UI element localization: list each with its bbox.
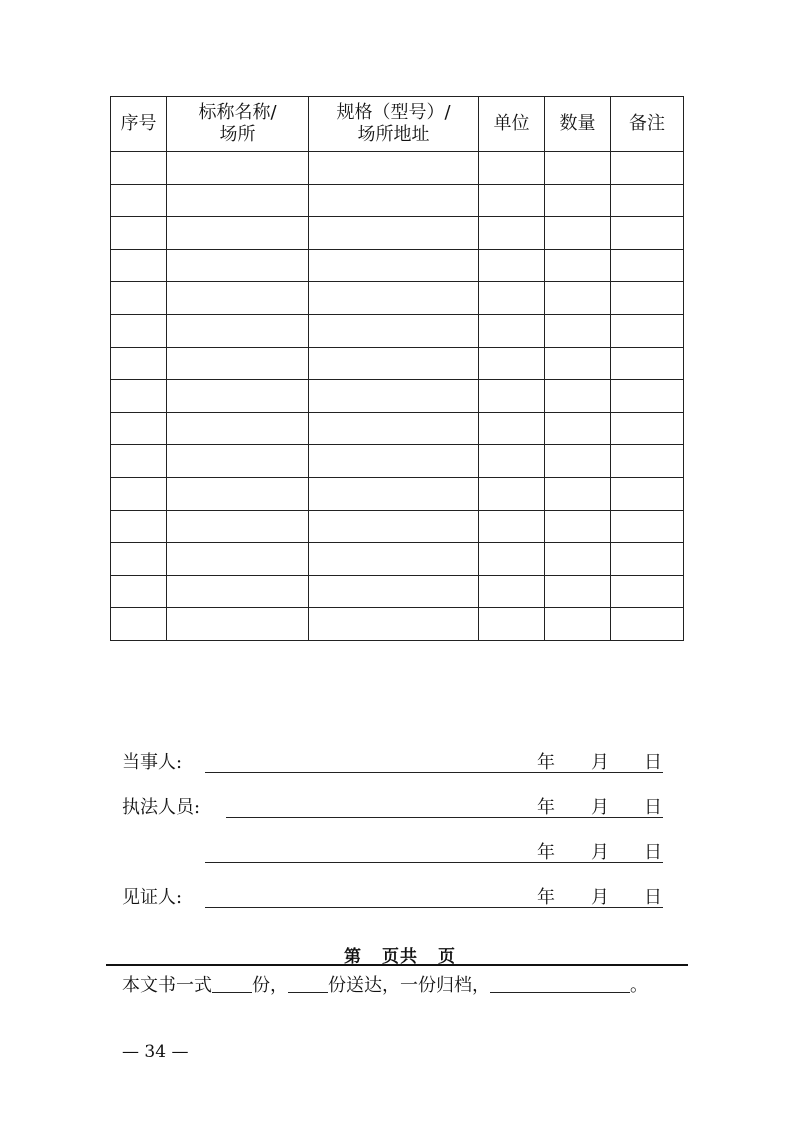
serial-cell[interactable]	[111, 543, 167, 576]
spec-cell[interactable]	[309, 152, 479, 185]
unit-cell[interactable]	[479, 314, 545, 347]
officer-month: 月	[591, 797, 609, 818]
table-row	[111, 314, 684, 347]
unit-cell[interactable]	[479, 412, 545, 445]
table-row	[111, 380, 684, 413]
table-row	[111, 608, 684, 641]
quantity-cell[interactable]	[545, 445, 611, 478]
quantity-cell[interactable]	[545, 314, 611, 347]
remarks-cell[interactable]	[611, 543, 684, 576]
officer2-day: 日	[644, 842, 662, 863]
header-spec-address: 规格（型号）/ 场所地址	[309, 97, 479, 152]
spec-cell[interactable]	[309, 445, 479, 478]
officer-year: 年	[537, 797, 555, 818]
spec-cell[interactable]	[309, 249, 479, 282]
name-cell[interactable]	[167, 412, 309, 445]
quantity-cell[interactable]	[545, 575, 611, 608]
name-cell[interactable]	[167, 510, 309, 543]
page-number: — 34 —	[122, 1042, 189, 1062]
table-row	[111, 347, 684, 380]
quantity-cell[interactable]	[545, 217, 611, 250]
party-month: 月	[591, 752, 609, 773]
remarks-cell[interactable]	[611, 217, 684, 250]
name-cell[interactable]	[167, 477, 309, 510]
name-cell[interactable]	[167, 575, 309, 608]
page-label-middle: 页共	[382, 947, 418, 967]
table-row	[111, 184, 684, 217]
name-cell[interactable]	[167, 282, 309, 315]
spec-cell[interactable]	[309, 412, 479, 445]
witness-label: 见证人:	[122, 887, 183, 908]
spec-cell[interactable]	[309, 543, 479, 576]
table-body	[111, 152, 684, 641]
serial-cell[interactable]	[111, 347, 167, 380]
officer-signature-line	[0, 797, 793, 821]
header-serial-number: 序号	[111, 97, 167, 152]
unit-cell[interactable]	[479, 184, 545, 217]
spec-cell[interactable]	[309, 380, 479, 413]
header-quantity: 数量	[545, 97, 611, 152]
spec-cell[interactable]	[309, 184, 479, 217]
name-cell[interactable]	[167, 380, 309, 413]
name-cell[interactable]	[167, 543, 309, 576]
header-unit: 单位	[479, 97, 545, 152]
table-row	[111, 510, 684, 543]
serial-cell[interactable]	[111, 184, 167, 217]
unit-cell[interactable]	[479, 608, 545, 641]
name-cell[interactable]	[167, 184, 309, 217]
quantity-cell[interactable]	[545, 347, 611, 380]
name-cell[interactable]	[167, 152, 309, 185]
unit-cell[interactable]	[479, 249, 545, 282]
quantity-cell[interactable]	[545, 380, 611, 413]
table-header-row	[111, 97, 684, 152]
remarks-cell[interactable]	[611, 282, 684, 315]
serial-cell[interactable]	[111, 412, 167, 445]
copies-text-2: 份，	[252, 975, 288, 996]
spec-cell[interactable]	[309, 314, 479, 347]
remarks-cell[interactable]	[611, 575, 684, 608]
remarks-cell[interactable]	[611, 152, 684, 185]
archive-blank[interactable]	[490, 974, 630, 993]
officer2-month: 月	[591, 842, 609, 863]
served-copies-blank[interactable]	[288, 974, 328, 993]
name-cell[interactable]	[167, 445, 309, 478]
quantity-cell[interactable]	[545, 412, 611, 445]
quantity-cell[interactable]	[545, 477, 611, 510]
serial-cell[interactable]	[111, 445, 167, 478]
serial-cell[interactable]	[111, 477, 167, 510]
remarks-cell[interactable]	[611, 608, 684, 641]
unit-cell[interactable]	[479, 543, 545, 576]
party-label: 当事人:	[122, 752, 183, 773]
remarks-cell[interactable]	[611, 510, 684, 543]
serial-cell[interactable]	[111, 282, 167, 315]
unit-cell[interactable]	[479, 575, 545, 608]
witness-month: 月	[591, 887, 609, 908]
party-year: 年	[537, 752, 555, 773]
quantity-cell[interactable]	[545, 510, 611, 543]
quantity-cell[interactable]	[545, 608, 611, 641]
remarks-cell[interactable]	[611, 249, 684, 282]
quantity-cell[interactable]	[545, 249, 611, 282]
name-cell[interactable]	[167, 249, 309, 282]
serial-cell[interactable]	[111, 152, 167, 185]
serial-cell[interactable]	[111, 510, 167, 543]
quantity-cell[interactable]	[545, 184, 611, 217]
remarks-cell[interactable]	[611, 347, 684, 380]
unit-cell[interactable]	[479, 510, 545, 543]
table-row	[111, 217, 684, 250]
spec-cell[interactable]	[309, 282, 479, 315]
name-cell[interactable]	[167, 608, 309, 641]
copies-text-1: 本文书一式	[122, 975, 212, 996]
items-table	[110, 96, 684, 641]
unit-cell[interactable]	[479, 347, 545, 380]
unit-cell[interactable]	[479, 445, 545, 478]
table-row	[111, 152, 684, 185]
copies-text-3: 份送达，一份归档，	[328, 975, 490, 996]
table-row	[111, 445, 684, 478]
serial-cell[interactable]	[111, 608, 167, 641]
witness-year: 年	[537, 887, 555, 908]
header-remarks: 备注	[611, 97, 684, 152]
quantity-cell[interactable]	[545, 152, 611, 185]
serial-cell[interactable]	[111, 314, 167, 347]
table-row	[111, 543, 684, 576]
party-day: 日	[644, 752, 662, 773]
unit-cell[interactable]	[479, 282, 545, 315]
spec-cell[interactable]	[309, 477, 479, 510]
officer-signature-line-2	[0, 842, 793, 866]
name-cell[interactable]	[167, 314, 309, 347]
remarks-cell[interactable]	[611, 477, 684, 510]
unit-cell[interactable]	[479, 380, 545, 413]
total-copies-blank[interactable]	[212, 974, 252, 993]
serial-cell[interactable]	[111, 249, 167, 282]
officer-label: 执法人员:	[122, 797, 201, 818]
serial-cell[interactable]	[111, 575, 167, 608]
spec-cell[interactable]	[309, 217, 479, 250]
spec-cell[interactable]	[309, 510, 479, 543]
page-label-suffix: 页	[438, 947, 456, 967]
serial-cell[interactable]	[111, 217, 167, 250]
unit-cell[interactable]	[479, 152, 545, 185]
remarks-cell[interactable]	[611, 314, 684, 347]
unit-cell[interactable]	[479, 217, 545, 250]
quantity-cell[interactable]	[545, 282, 611, 315]
table-row	[111, 477, 684, 510]
table-row	[111, 249, 684, 282]
witness-signature-line	[0, 887, 793, 911]
spec-cell[interactable]	[309, 575, 479, 608]
remarks-cell[interactable]	[611, 412, 684, 445]
table-row	[111, 412, 684, 445]
name-cell[interactable]	[167, 217, 309, 250]
page-label-prefix: 第	[344, 947, 362, 967]
table-row	[111, 575, 684, 608]
officer-day: 日	[644, 797, 662, 818]
officer2-year: 年	[537, 842, 555, 863]
copies-statement	[122, 974, 648, 998]
spec-cell[interactable]	[309, 608, 479, 641]
witness-day: 日	[644, 887, 662, 908]
party-signature-line	[0, 752, 793, 776]
spec-cell[interactable]	[309, 347, 479, 380]
quantity-cell[interactable]	[545, 543, 611, 576]
remarks-cell[interactable]	[611, 380, 684, 413]
remarks-cell[interactable]	[611, 184, 684, 217]
unit-cell[interactable]	[479, 477, 545, 510]
header-name-place: 标称名称/ 场所	[167, 97, 309, 152]
copies-text-4: 。	[630, 975, 648, 996]
footer-divider	[106, 964, 688, 966]
remarks-cell[interactable]	[611, 445, 684, 478]
table-row	[111, 282, 684, 315]
name-cell[interactable]	[167, 347, 309, 380]
serial-cell[interactable]	[111, 380, 167, 413]
